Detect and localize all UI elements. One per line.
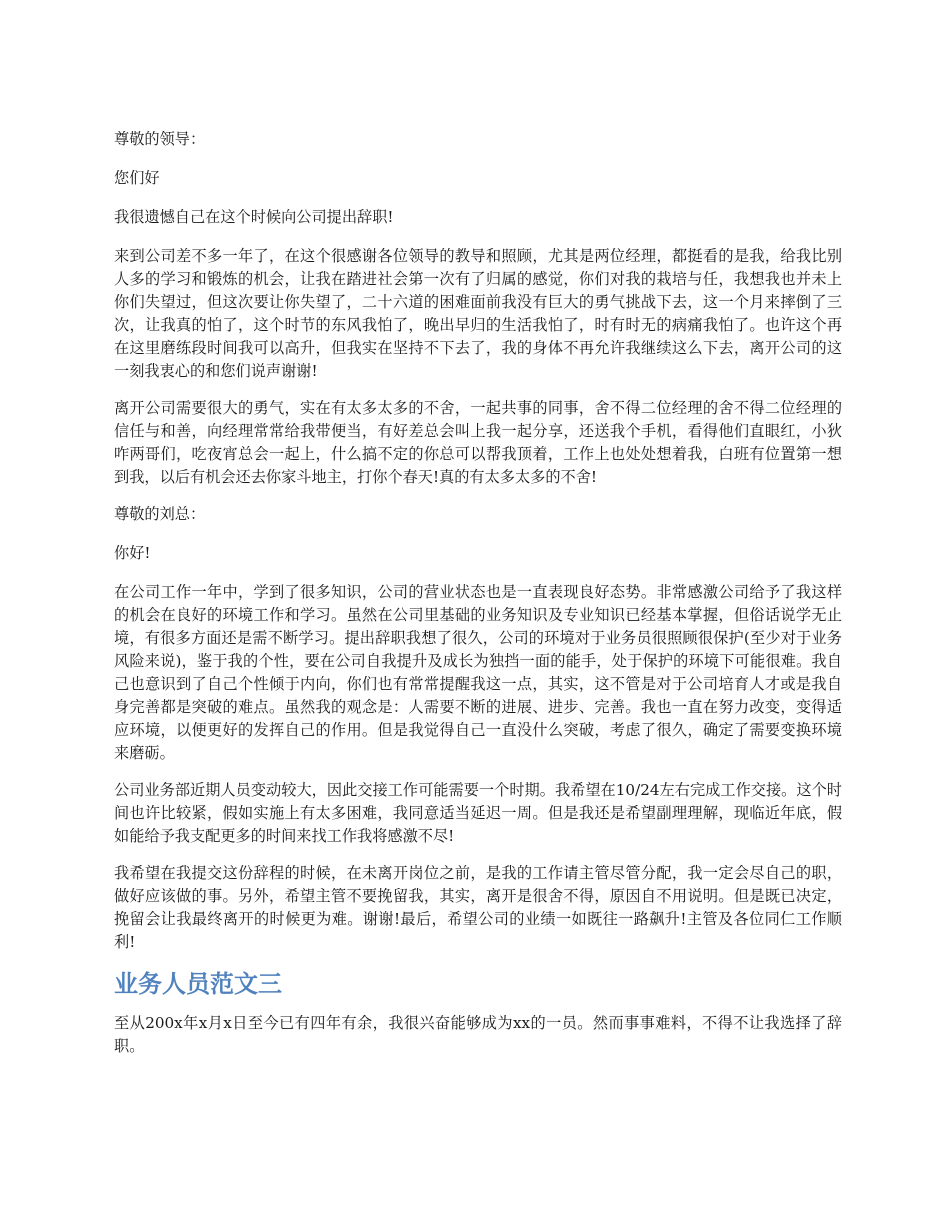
- body-paragraph-closing: 我希望在我提交这份辞程的时候，在未离开岗位之前，是我的工作请主管尽管分配，我一定会尽自己的职，做好应该做的事。另外，希望主管不要挽留我，其实，离开是很舍不得，原因自不用说明。但是既已决定，挽留会让我最终离开的时候更为难。谢谢!最后，希望公司的业绩一如既往一路飙升!主管及各位同仁工作顺利!: [114, 864, 842, 951]
- body-paragraph-reasons: 在公司工作一年中，学到了很多知识，公司的营业状态也是一直表现良好态势。非常感激公司给予了我这样的机会在良好的环境工作和学习。虽然在公司里基础的业务知识及专业知识已经基本掌握，但俗话说学无止境，有很多方面还是需不断学习。提出辞职我想了很久，公司的环境对于业务员很照顾很保护(至少对于业务风险来说)，鉴于我的个性，要在公司自我提升及成长为独挡一面的能手，处于保护的环境下可能很难。我自己也意识到了自己个性倾于内向，你们也有常常提醒我这一点，其实，这不管是对于公司培育人才或是我自身完善都是突破的难点。虽然我的观念是：人需要不断的进展、进步、完善。我也一直在努力改变，变得适应环境，以便更好的发挥自己的作用。但是我觉得自己一直没什么突破，考虑了很久，确定了需要变换环境来磨砺。: [114, 583, 842, 762]
- letter-document: [114, 128, 842, 1072]
- greeting-hello: 你好!: [114, 544, 151, 562]
- section-intro-paragraph: 至从200x年x月x日至今已有四年有余，我很兴奋能够成为xx的一员。然而事事难料，不得不让我选择了辞职。: [114, 1014, 842, 1055]
- salutation-leaders: 尊敬的领导：: [114, 130, 206, 148]
- greeting-line: 您们好: [114, 169, 160, 187]
- salutation-liu: 尊敬的刘总：: [114, 505, 206, 523]
- body-paragraph-gratitude: 来到公司差不多一年了，在这个很感谢各位领导的教导和照顾，尤其是两位经理，都挺看的是我，给我比别人多的学习和锻炼的机会，让我在踏进社会第一次有了归属的感觉，你们对我的栽培与任，我想我也并未上你们失望过，但这次要让你失望了，二十六道的困难面前我没有巨大的勇气挑战下去，这一个月来摔倒了三次，让我真的怕了，这个时节的东风我怕了，晚出早归的生活我怕了，时有时无的病痛我怕了。也许这个再在这里磨练段时间我可以高升，但我实在坚持不下去了，我的身体不再允许我继续这么下去，离开公司的这一刻我衷心的和您们说声谢谢!: [114, 247, 842, 380]
- section-heading: 业务人员范文三: [114, 970, 282, 998]
- body-paragraph-farewell: 离开公司需要很大的勇气，实在有太多太多的不舍，一起共事的同事，舍不得二位经理的舍不得二位经理的信任与和善，向经理常常给我带便当，有好差总会叫上我一起分享，还送我个手机，看得他们直眼红，小狄咋两哥们，吃夜宵总会一起上，什么搞不定的你总可以帮我顶着，工作上也处处想着我，白班有位置第一想到我，以后有机会还去你家斗地主，打你个春天!真的有太多太多的不舍!: [114, 399, 842, 486]
- body-paragraph-handover: 公司业务部近期人员变动较大，因此交接工作可能需要一个时期。我希望在10/24左右完成工作交接。这个时间也许比较紧，假如实施上有太多困难，我同意适当延迟一周。但是我还是希望副理理解，现临近年底，假如能给予我支配更多的时间来找工作我将感激不尽!: [114, 781, 842, 845]
- resignation-statement: 我很遗憾自己在这个时候向公司提出辞职!: [114, 208, 394, 226]
